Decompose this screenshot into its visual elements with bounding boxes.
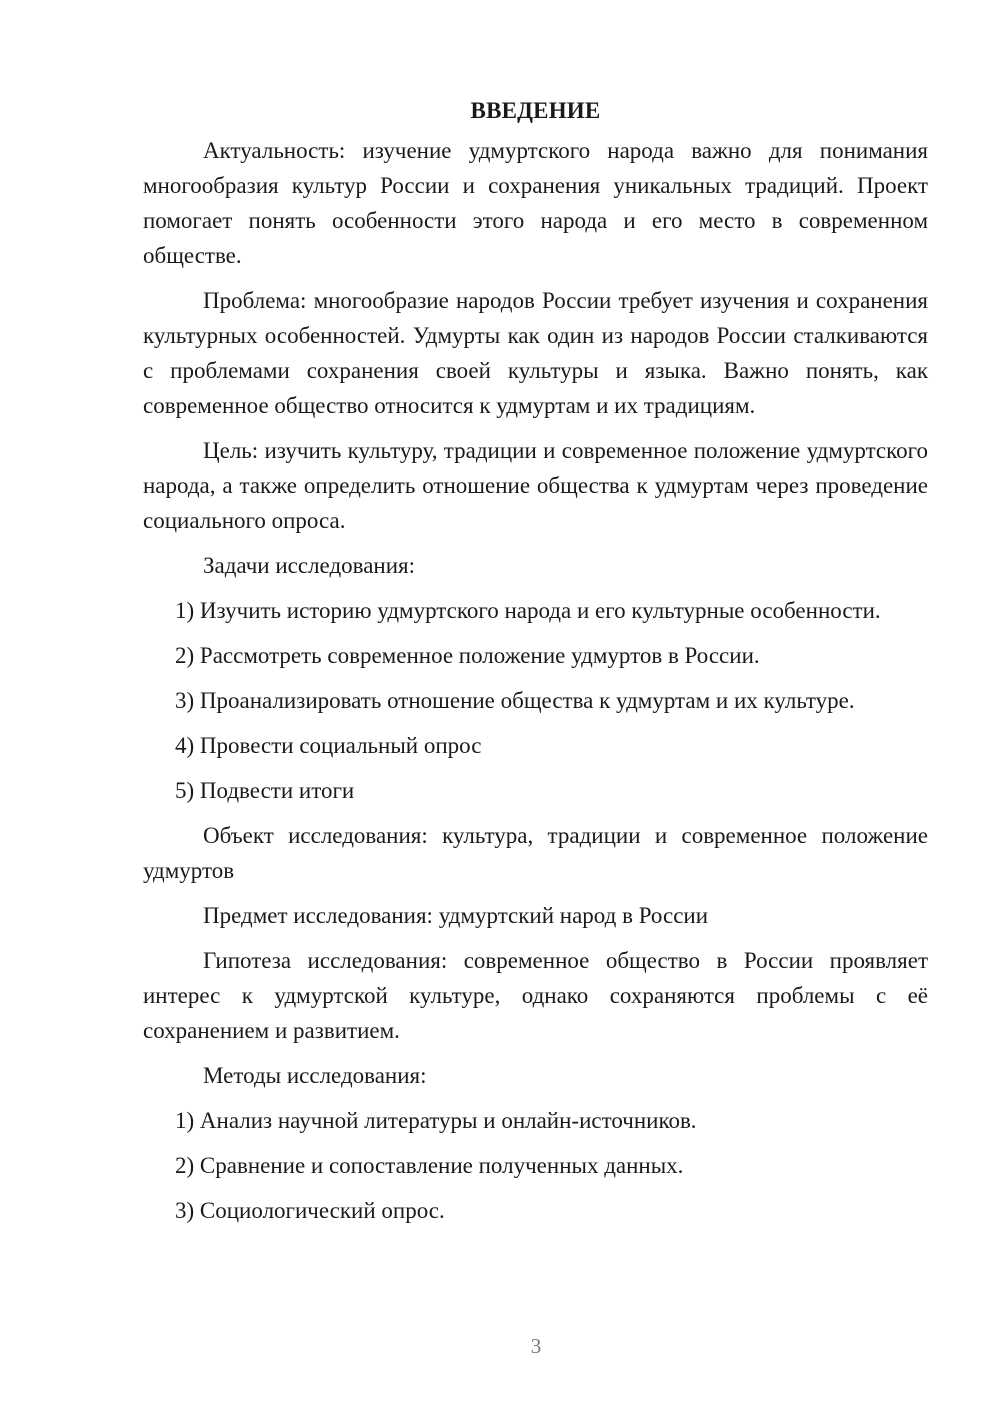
actuality-paragraph: Актуальность: изучение удмуртского народа важно для понимания многообразия культур России и сохранения уникальных традиций. Проект помогает понять особенности этого народа и его место в современном обществе. [143, 138, 928, 268]
page-content [143, 93, 928, 1238]
method-item: 2) Сравнение и сопоставление полученных данных. [175, 1153, 684, 1178]
hypothesis-paragraph: Гипотеза исследования: современное общество в России проявляет интерес к удмуртской культуре, однако сохраняются проблемы с её сохранением и развитием. [143, 948, 928, 1043]
page-number: 3 [530, 1334, 542, 1358]
method-item: 1) Анализ научной литературы и онлайн-источников. [175, 1108, 697, 1133]
goal-paragraph: Цель: изучить культуру, традиции и современное положение удмуртского народа, а также определить отношение общества к удмуртам через проведение социального опроса. [143, 438, 928, 533]
tasks-label: Задачи исследования: [203, 553, 416, 578]
task-item: 2) Рассмотреть современное положение удмуртов в России. [175, 643, 760, 668]
problem-paragraph: Проблема: многообразие народов России требует изучения и сохранения культурных особенностей. Удмурты как один из народов России сталкиваются с проблемами сохранения своей культуры и языка. Важно понять, как современное общество относится к удмуртам и их традициям. [143, 288, 928, 418]
task-item: 4) Провести социальный опрос [175, 733, 482, 758]
methods-label: Методы исследования: [203, 1063, 427, 1088]
task-item: 1) Изучить историю удмуртского народа и его культурные особенности. [175, 598, 881, 623]
page-title: ВВЕДЕНИЕ [470, 98, 601, 123]
subject-paragraph: Предмет исследования: удмуртский народ в России [203, 903, 709, 928]
object-paragraph: Объект исследования: культура, традиции и современное положение удмуртов [143, 823, 928, 883]
task-item: 5) Подвести итоги [175, 778, 355, 803]
task-item: 3) Проанализировать отношение общества к удмуртам и их культуре. [175, 688, 855, 713]
method-item: 3) Социологический опрос. [175, 1198, 445, 1223]
